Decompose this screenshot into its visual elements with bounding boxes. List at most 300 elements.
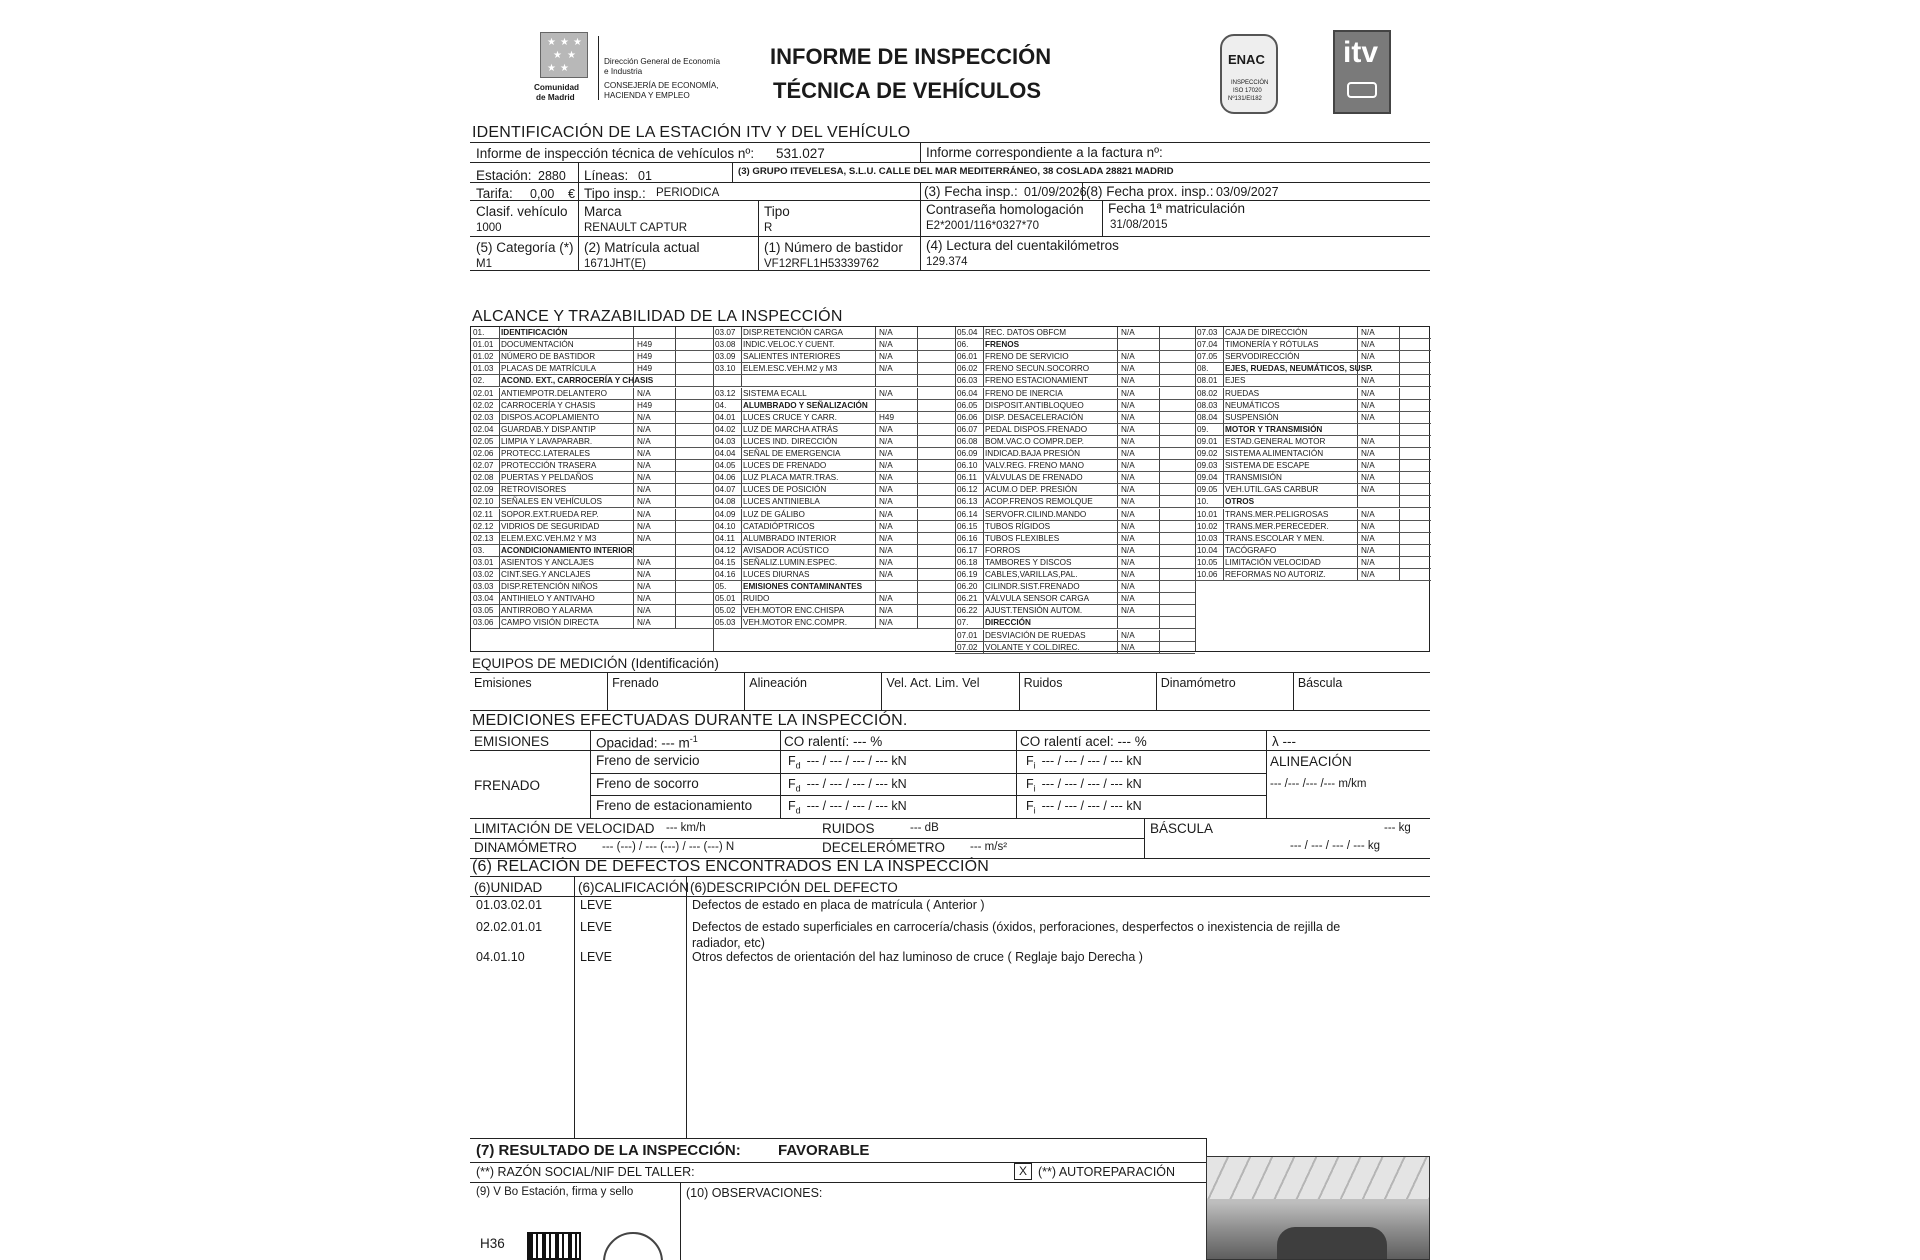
equipment-cell: Alineación [744, 672, 881, 710]
scope-item-status: N/A [879, 461, 893, 471]
scope-item-status: N/A [637, 424, 651, 434]
scope-code: 03.02 [473, 570, 494, 579]
brake-row-label: Freno de socorro [596, 775, 699, 791]
model-value: R [764, 222, 773, 234]
scope-row [713, 521, 955, 533]
scope-item-status: N/A [1121, 582, 1135, 592]
scope-item-name: PROTECCIÓN TRASERA [501, 461, 597, 471]
scope-item-name: ASIENTOS Y ANCLAJES [501, 557, 594, 567]
scope-row [713, 617, 955, 629]
scope-row [955, 557, 1195, 569]
scope-code: 06.09 [957, 449, 978, 458]
scope-code: 06.19 [957, 570, 978, 579]
scope-item-name: ANTIRROBO Y ALARMA [501, 606, 593, 616]
equipment-cell: Dinamómetro [1156, 672, 1293, 710]
scope-code: 05.01 [715, 594, 736, 604]
fd-force-value: $F_d$ --- / --- / --- / --- kN [788, 754, 907, 771]
scope-row [955, 339, 1195, 351]
station-stamp-seal [603, 1232, 663, 1260]
scope-code: 07.02 [957, 642, 978, 652]
scope-code: 02.07 [473, 461, 494, 471]
scope-row [1195, 424, 1431, 436]
scope-item-status: N/A [879, 497, 893, 507]
scope-item-name: TUBOS RÍGIDOS [985, 521, 1051, 531]
scope-item-status: N/A [1121, 557, 1135, 567]
lines-label: Líneas: [584, 168, 629, 183]
scope-item-name: VIDRIOS DE SEGURIDAD [501, 521, 600, 531]
scope-code: 04.15 [715, 557, 736, 567]
scope-item-status: N/A [1361, 570, 1375, 579]
station-value: 2880 [538, 169, 566, 183]
scope-column [713, 327, 955, 651]
equipment-cell: Báscula [1293, 672, 1430, 710]
scope-row [955, 327, 1195, 339]
enac-sub3: Nº131/EI182 [1228, 96, 1262, 102]
lines-value: 01 [638, 169, 652, 183]
homologation-value: E2*2001/116*0327*70 [926, 220, 1039, 232]
scope-code: 04.08 [715, 497, 736, 507]
scope-item-name: INDICAD.BAJA PRESIÓN [985, 449, 1081, 458]
scope-code: 06.13 [957, 497, 978, 507]
scope-code: 02.04 [473, 424, 494, 434]
scope-row [471, 569, 713, 581]
scope-code: 02.10 [473, 497, 494, 507]
first-registration-label: Fecha 1ª matriculación [1108, 201, 1246, 216]
scope-item-name: DIRECCIÓN [985, 618, 1031, 628]
scope-item-name: EMISIONES CONTAMINANTES [743, 582, 863, 592]
scope-item-name: TAMBORES Y DISCOS [985, 557, 1072, 567]
plate-label: (2) Matrícula actual [584, 240, 700, 255]
scope-code: 04.11 [715, 533, 735, 543]
logo-region-line2: de Madrid [536, 93, 575, 102]
scope-row [471, 375, 713, 387]
scope-item-status: N/A [1361, 473, 1375, 483]
scope-row [955, 472, 1195, 484]
scope-item-status: N/A [1361, 485, 1375, 495]
scope-code: 06.11 [957, 473, 977, 483]
scope-item-name: CABLES,VARILLAS,PAL. [985, 570, 1078, 579]
scope-row [471, 545, 713, 557]
scope-item-status: N/A [1121, 436, 1135, 446]
self-repair-label: (**) AUTOREPARACIÓN [1038, 1165, 1176, 1179]
scope-code: 02.02 [473, 400, 494, 410]
scope-row [955, 605, 1195, 617]
scope-item-status: N/A [879, 436, 893, 446]
scope-row [955, 521, 1195, 533]
scope-row [713, 496, 955, 508]
scope-code: 09.01 [1197, 436, 1218, 446]
scope-row [955, 412, 1195, 424]
scope-code: 06.21 [957, 594, 978, 604]
logo-org-line2: e Industria [604, 67, 643, 76]
scope-item-status: N/A [1121, 352, 1135, 362]
scope-row [955, 400, 1195, 412]
inspection-date-label: (3) Fecha insp.: [924, 184, 1018, 199]
scope-code: 03.04 [473, 594, 494, 604]
scope-item-name: REC. DATOS OBFCM [985, 328, 1067, 337]
inspector-code: H36 [480, 1236, 505, 1251]
currency-symbol: € [568, 187, 575, 201]
inspection-type-value: PERIODICA [656, 187, 720, 199]
fd-force-value: $F_d$ --- / --- / --- / --- kN [788, 776, 907, 794]
scope-item-name: FORROS [985, 545, 1021, 555]
scope-item-name: OTROS [1225, 497, 1255, 507]
scope-item-status: N/A [637, 461, 651, 471]
scope-item-status: N/A [1361, 509, 1375, 519]
scope-item-status: N/A [1361, 557, 1375, 567]
scope-item-status: N/A [1121, 570, 1135, 579]
scope-row [471, 509, 713, 521]
scope-item-status: N/A [879, 570, 893, 579]
vehicle-photo [1206, 1156, 1430, 1260]
result-value: FAVORABLE [778, 1142, 870, 1159]
scope-item-name: ALUMBRADO Y SEÑALIZACIÓN [743, 400, 868, 410]
scope-code: 08.02 [1197, 388, 1218, 398]
scope-row [713, 509, 955, 521]
scope-item-name: SERVOFR.CILIND.MANDO [985, 509, 1087, 519]
scope-code: 07.01 [957, 630, 978, 640]
scope-item-name: PLACAS DE MATRÍCULA [501, 364, 596, 374]
scope-item-status: N/A [879, 509, 893, 519]
scope-item-name: EJES, RUEDAS, NEUMÁTICOS, SUSP. [1225, 364, 1373, 374]
scope-item-name: DISP.RETENCIÓN CARGA [743, 328, 843, 337]
car-icon [1347, 82, 1377, 98]
scope-row [471, 351, 713, 363]
scope-item-name: TIMONERÍA Y RÓTULAS [1225, 340, 1319, 350]
scope-row [1195, 509, 1431, 521]
scope-code: 09.05 [1197, 485, 1218, 495]
scope-item-name: PROTECC.LATERALES [501, 449, 591, 458]
comunidad-madrid-logo: ★ ★ ★ ★ ★ ★ ★ [540, 32, 588, 78]
defect-rating: LEVE [580, 920, 612, 934]
noise-value: --- dB [910, 822, 939, 834]
observations-label: (10) OBSERVACIONES: [686, 1186, 823, 1200]
scope-item-name: LUCES IND. DIRECCIÓN [743, 436, 838, 446]
scope-item-name: ACONDICIONAMIENTO INTERIOR [501, 545, 633, 555]
equipment-cell: Ruidos [1019, 672, 1156, 710]
scope-row [1195, 327, 1431, 339]
scope-code: 08.01 [1197, 376, 1218, 386]
scope-item-status: N/A [879, 533, 893, 543]
defects-unit-header: (6)UNIDAD [474, 880, 543, 895]
scope-row [713, 363, 955, 375]
scope-code: 04.09 [715, 509, 736, 519]
scope-row [955, 375, 1195, 387]
scope-row [1195, 375, 1431, 387]
scope-row [955, 533, 1195, 545]
scope-row [1195, 496, 1431, 508]
defect-description-cont: radiador, etc) [692, 936, 765, 950]
scope-row [1195, 557, 1431, 569]
scope-row [955, 617, 1195, 629]
scope-code: 04.07 [715, 485, 736, 495]
enac-sub1: INSPECCIÓN [1231, 80, 1269, 86]
scope-code: 01.03 [473, 364, 494, 374]
scope-row [471, 533, 713, 545]
equipment-section-title: EQUIPOS DE MEDICIÓN (Identificación) [472, 656, 719, 671]
scope-item-name: CAJA DE DIRECCIÓN [1225, 328, 1308, 337]
scope-code: 09. [1197, 424, 1209, 434]
scope-item-name: LIMPIA Y LAVAPARABR. [501, 436, 593, 446]
scope-row [471, 521, 713, 533]
scope-item-name: ESTAD.GENERAL MOTOR [1225, 436, 1326, 446]
defects-list [470, 898, 1430, 1018]
scope-item-status: N/A [1121, 630, 1135, 640]
scope-item-name: DESVIACIÓN DE RUEDAS [985, 630, 1086, 640]
fi-force-value: $F_i$ --- / --- / --- / --- kN [1026, 776, 1142, 794]
scope-code: 04.01 [715, 412, 736, 422]
noise-label: RUIDOS [822, 821, 875, 836]
scope-item-name: VEH.UTIL.GAS CARBUR [1225, 485, 1319, 495]
scope-item-status: N/A [1121, 642, 1135, 652]
scope-row [713, 533, 955, 545]
scope-item-status: N/A [879, 388, 893, 398]
scope-section-title: ALCANCE Y TRAZABILIDAD DE LA INSPECCIÓN [472, 308, 843, 325]
scope-row [955, 630, 1195, 642]
scope-item-name: LUCES ANTINIEBLA [743, 497, 820, 507]
scope-item-status: N/A [1121, 545, 1135, 555]
scope-item-name: ANTIHIELO Y ANTIVAHO [501, 594, 595, 604]
scope-row [1195, 484, 1431, 496]
scope-row [471, 436, 713, 448]
scope-item-name: ACUM.O DEP. PRESIÓN [985, 485, 1078, 495]
scope-code: 03.07 [715, 328, 736, 337]
scope-row [1195, 472, 1431, 484]
fi-force-value: $F_i$ --- / --- / --- / --- kN [1026, 754, 1142, 771]
defect-description: Otros defectos de orientación del haz luminoso de cruce ( Reglaje bajo Derecha ) [692, 950, 1143, 964]
scope-row [713, 569, 955, 581]
report-number-label: Informe de inspección técnica de vehículos nº: [476, 146, 755, 161]
scope-row [1195, 460, 1431, 472]
scope-code: 10.03 [1197, 533, 1218, 543]
logo-dept-line1: CONSEJERÍA DE ECONOMÍA, [604, 81, 719, 90]
scope-item-status: N/A [1121, 388, 1135, 398]
vin-value: VF12RFL1H53339762 [764, 258, 880, 270]
scope-row [471, 484, 713, 496]
scope-row [955, 484, 1195, 496]
equipment-cell: Frenado [607, 672, 744, 710]
scale-value-2: --- / --- / --- / --- kg [1290, 840, 1381, 852]
scope-item-name: DOCUMENTACIÓN [501, 340, 574, 350]
scope-item-status: N/A [1121, 424, 1135, 434]
odometer-label: (4) Lectura del cuentakilómetros [926, 238, 1119, 253]
defect-description: Defectos de estado en placa de matrícula ( Anterior ) [692, 898, 985, 912]
inspection-type-label: Tipo insp.: [584, 186, 646, 201]
inspection-report-page [470, 20, 1430, 1260]
scope-code: 03.12 [715, 388, 736, 398]
scope-item-status: N/A [1121, 461, 1135, 471]
scope-code: 06.04 [957, 388, 978, 398]
scale-value-1: --- kg [1384, 822, 1411, 834]
scope-item-status: N/A [1361, 545, 1375, 555]
equipment-cell: Emisiones [474, 676, 532, 690]
scope-code: 02.06 [473, 449, 494, 458]
scope-item-name: ELEM.EXC.VEH.M2 Y M3 [501, 533, 597, 543]
scope-row [1195, 363, 1431, 375]
scope-item-status: N/A [879, 618, 893, 628]
scope-item-status: N/A [637, 449, 651, 458]
scope-item-status: N/A [1121, 449, 1135, 458]
decelerometer-label: DECELERÓMETRO [822, 840, 946, 855]
defects-section-title: (6) RELACIÓN DE DEFECTOS ENCONTRADOS EN LA INSPECCIÓN [472, 858, 990, 875]
scope-row [713, 460, 955, 472]
scope-item-name: PUERTAS Y PELDAÑOS [501, 473, 594, 483]
scope-row [1195, 521, 1431, 533]
scope-item-name: VÁLVULAS DE FRENADO [985, 473, 1083, 483]
scope-code: 10.05 [1197, 557, 1218, 567]
scope-item-name: NÚMERO DE BASTIDOR [501, 352, 596, 362]
homologation-label: Contraseña homologación [926, 202, 1084, 217]
scope-item-name: AVISADOR ACÚSTICO [743, 545, 829, 555]
scope-item-status: N/A [879, 521, 893, 531]
equipment-row [470, 672, 1430, 710]
scope-row [1195, 545, 1431, 557]
scope-code: 03.08 [715, 340, 736, 350]
scope-item-name: GUARDAB.Y DISP.ANTIP [501, 424, 596, 434]
scope-item-name: CILINDR.SIST.FRENADO [985, 582, 1080, 592]
defect-unit: 01.03.02.01 [476, 898, 543, 912]
scope-code: 04. [715, 400, 727, 410]
scope-item-name: NEUMÁTICOS [1225, 400, 1280, 410]
dynamometer-label: DINAMÓMETRO [474, 840, 577, 855]
scope-row [471, 605, 713, 617]
scope-row [713, 424, 955, 436]
speed-limit-label: LIMITACIÓN DE VELOCIDAD [474, 821, 655, 836]
braking-label: FRENADO [474, 778, 541, 793]
scope-item-name: RUIDO [743, 594, 770, 604]
scope-item-name: ACOP.FRENOS REMOLQUE [985, 497, 1093, 507]
scope-item-status: N/A [1121, 376, 1135, 386]
scope-item-name: ANTIEMPOTR.DELANTERO [501, 388, 607, 398]
scale-label: BÁSCULA [1150, 821, 1214, 836]
scope-row [955, 363, 1195, 375]
scope-item-name: FRENOS [985, 340, 1020, 350]
scope-column [471, 327, 713, 651]
scope-row [471, 617, 713, 629]
plate-value: 1671JHT(E) [584, 258, 646, 270]
scope-item-name: RETROVISORES [501, 485, 567, 495]
odometer-value: 129.374 [926, 256, 968, 268]
vehicle-class-value: 1000 [476, 222, 502, 234]
scope-item-name: SISTEMA ALIMENTACIÓN [1225, 449, 1324, 458]
scope-item-name: SERVODIRECCIÓN [1225, 352, 1300, 362]
scope-item-status: N/A [1361, 521, 1375, 531]
scope-item-status: N/A [637, 436, 651, 446]
scope-item-status: N/A [879, 352, 893, 362]
scope-item-name: ACOND. EXT., CARROCERÍA Y CHASIS [501, 376, 654, 386]
equipment-cell: Vel. Act. Lim. Vel [881, 672, 1018, 710]
station-signature-label: (9) V Bo Estación, firma y sello [476, 1186, 634, 1198]
vehicle-class-label: Clasif. vehículo [476, 204, 568, 219]
scope-row [955, 581, 1195, 593]
scope-code: 06.03 [957, 376, 978, 386]
next-inspection-label: (8) Fecha prox. insp.: [1086, 184, 1214, 199]
co-idle-accel-value: CO ralentí acel: --- % [1020, 734, 1147, 749]
scope-code: 05.04 [957, 328, 978, 337]
itv-label: itv [1343, 36, 1379, 69]
scope-code: 07.04 [1197, 340, 1218, 350]
defect-description: Defectos de estado superficiales en carrocería/chasis (óxidos, perforaciones, desperfectos o inexistencia de rejilla de [692, 920, 1341, 934]
scope-item-name: TRANS.ESCOLAR Y MEN. [1225, 533, 1325, 543]
scope-item-name: CARROCERÍA Y CHASIS [501, 400, 596, 410]
scope-item-name: ELEM.ESC.VEH.M2 y M3 [743, 364, 838, 374]
scope-item-status: N/A [1121, 533, 1135, 543]
scope-row [471, 581, 713, 593]
scope-code: 03.05 [473, 606, 494, 616]
scope-code: 03.09 [715, 352, 736, 362]
scope-code: 07. [957, 618, 969, 628]
scope-item-status: N/A [637, 497, 651, 507]
scope-item-name: CINT.SEG.Y ANCLAJES [501, 570, 591, 579]
scope-item-name: TRANS.MER.PERECEDER. [1225, 521, 1329, 531]
scope-item-name: MOTOR Y TRANSMISIÓN [1225, 424, 1323, 434]
scope-item-status: N/A [1121, 473, 1135, 483]
scope-item-name: CATADIÓPTRICOS [743, 521, 815, 531]
scope-row [955, 436, 1195, 448]
scope-item-name: FRENO DE SERVICIO [985, 352, 1069, 362]
station-company: (3) GRUPO ITEVELESA, S.L.U. CALLE DEL MAR MEDITERRÁNEO, 38 COSLADA 28821 MADRID [738, 166, 1174, 177]
scope-row [1195, 569, 1431, 581]
model-label: Tipo [764, 204, 790, 219]
scope-code: 02.09 [473, 485, 494, 495]
scope-item-name: VEH.MOTOR ENC.COMPR. [743, 618, 848, 628]
scope-code: 09.02 [1197, 449, 1218, 458]
scope-code: 06.05 [957, 400, 978, 410]
scope-code: 09.03 [1197, 461, 1218, 471]
logo-dept-line2: HACIENDA Y EMPLEO [604, 91, 690, 100]
scope-code: 03.01 [473, 557, 494, 567]
self-repair-checkbox[interactable]: X [1014, 1163, 1032, 1180]
scope-row [471, 448, 713, 460]
scope-row [471, 460, 713, 472]
scope-row [471, 339, 713, 351]
scope-code: 03. [473, 545, 485, 555]
scope-item-name: LIMITACIÓN VELOCIDAD [1225, 557, 1321, 567]
scope-row [1195, 400, 1431, 412]
defect-unit: 02.02.01.01 [476, 920, 543, 934]
scope-code: 02.13 [473, 533, 494, 543]
scope-row [955, 642, 1195, 654]
scope-code: 02.12 [473, 521, 494, 531]
scope-item-status: N/A [1361, 461, 1375, 471]
scope-code: 07.05 [1197, 352, 1218, 362]
scope-row [471, 472, 713, 484]
scope-item-status: N/A [879, 545, 893, 555]
measurements-section-title: MEDICIONES EFECTUADAS DURANTE LA INSPECCIÓN. [472, 712, 908, 729]
scope-code: 04.06 [715, 473, 736, 483]
scope-item-name: VALV.REG. FRENO MANO [985, 461, 1085, 471]
dynamometer-value: --- (---) / --- (---) / --- (---) N [602, 841, 735, 853]
scope-item-name: LUCES DIURNAS [743, 570, 810, 579]
scope-code: 06.17 [957, 545, 978, 555]
emissions-label: EMISIONES [474, 734, 550, 749]
scope-item-status: N/A [637, 509, 651, 519]
scope-row [471, 496, 713, 508]
scope-item-status: H49 [879, 412, 895, 422]
scope-item-status: N/A [1121, 364, 1135, 374]
scope-row [713, 545, 955, 557]
scope-code: 04.05 [715, 461, 736, 471]
decelerometer-value: --- m/s² [970, 841, 1008, 853]
scope-code: 02.03 [473, 412, 494, 422]
scope-code: 01.01 [473, 340, 494, 350]
scope-item-status: N/A [1361, 340, 1375, 350]
scope-code: 02.01 [473, 388, 494, 398]
scope-item-name: TRANSMISIÓN [1225, 473, 1282, 483]
scope-row [955, 424, 1195, 436]
alignment-label: ALINEACIÓN [1270, 754, 1352, 769]
scope-row [955, 448, 1195, 460]
